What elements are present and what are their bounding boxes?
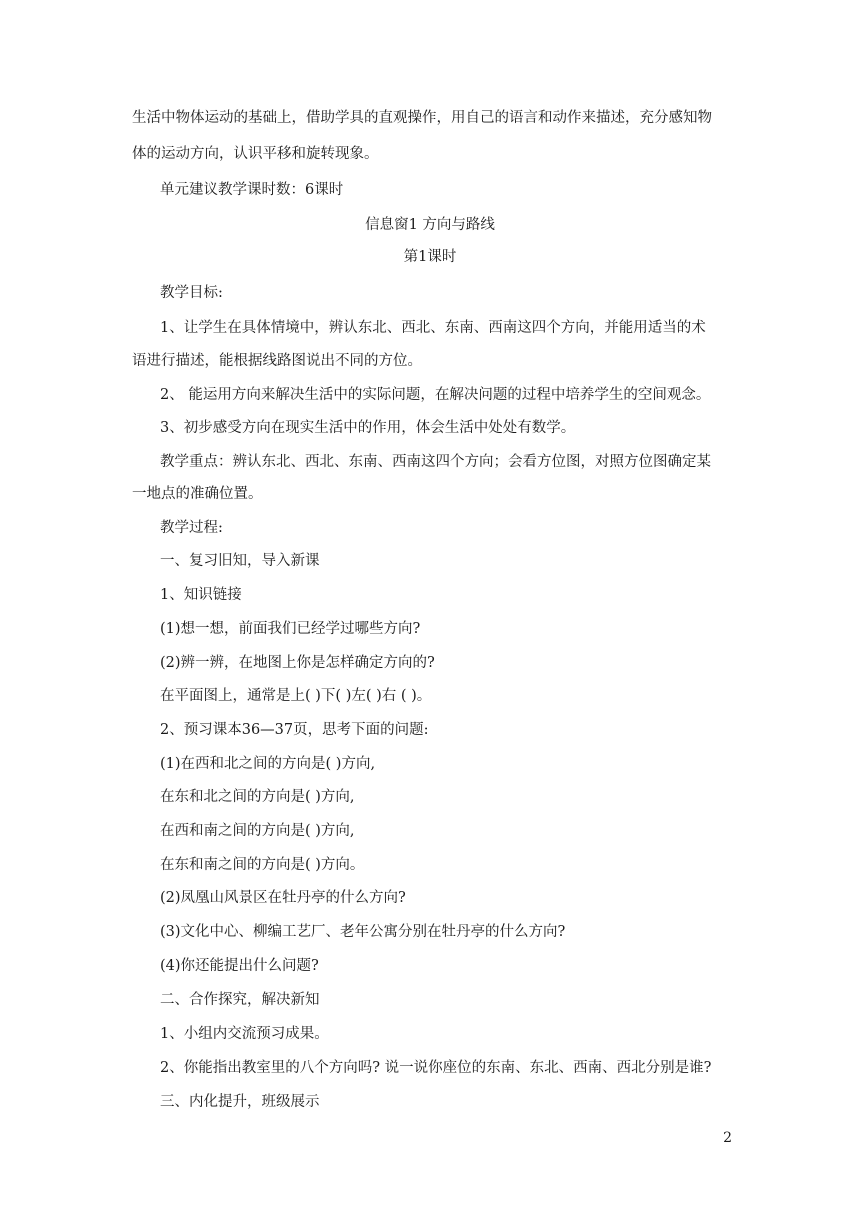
process-line: 1、小组内交流预习成果。: [160, 1026, 329, 1042]
process-line: (1)想一想，前面我们已经学过哪些方向?: [160, 621, 421, 637]
objective-item: 2、 能运用方向来解决生活中的实际问题，在解决问题的过程中培养学生的空间观念。: [160, 387, 711, 403]
process-line: 在平面图上，通常是上( )下( )左( )右 ( )。: [160, 688, 432, 704]
process-line: (1)在西和北之间的方向是( )方向,: [160, 756, 376, 772]
key-points-line: 教学重点：辨认东北、西北、东南、西南这四个方向；会看方位图，对照方位图确定某: [160, 454, 711, 470]
process-line: 三、内化提升，班级展示: [160, 1094, 320, 1110]
paragraph-line: 体的运动方向，认识平移和旋转现象。: [132, 146, 379, 162]
unit-lesson-count: 单元建议教学课时数：6课时: [160, 182, 344, 198]
process-line: (2)凤凰山风景区在牡丹亭的什么方向?: [160, 890, 406, 906]
process-line: 在东和北之间的方向是( )方向,: [160, 789, 355, 805]
lesson-title: 第1课时: [403, 249, 457, 265]
process-line: (2)辨一辨，在地图上你是怎样确定方向的?: [160, 655, 435, 671]
key-points-line: 一地点的准确位置。: [132, 486, 263, 502]
objectives-heading: 教学目标:: [160, 285, 223, 301]
process-line: 在东和南之间的方向是( )方向。: [160, 857, 365, 873]
process-line: 二、合作探究，解决新知: [160, 992, 320, 1008]
objective-item: 1、让学生在具体情境中，辨认东北、西北、东南、西南这四个方向，并能用适当的术: [160, 320, 706, 336]
section-title: 信息窗1 方向与路线: [365, 217, 495, 233]
process-line: 2、预习课本36—37页，思考下面的问题:: [160, 722, 429, 738]
process-line: 在西和南之间的方向是( )方向,: [160, 823, 355, 839]
paragraph-line: 生活中物体运动的基础上，借助学具的直观操作，用自己的语言和动作来描述，充分感知物: [132, 110, 712, 126]
process-line: 一、复习旧知，导入新课: [160, 553, 320, 569]
objective-item: 3、初步感受方向在现实生活中的作用，体会生活中处处有数学。: [160, 420, 576, 436]
page-number: 2: [723, 1130, 732, 1146]
objective-item: 语进行描述，能根据线路图说出不同的方位。: [132, 353, 422, 369]
process-line: (3)文化中心、柳编工艺厂、老年公寓分别在牡丹亭的什么方向?: [160, 924, 566, 940]
process-line: (4)你还能提出什么问题?: [160, 958, 319, 974]
process-line: 2、你能指出教室里的八个方向吗? 说一说你座位的东南、东北、西南、西北分别是谁?: [160, 1060, 712, 1076]
process-line: 1、知识链接: [160, 587, 242, 603]
process-heading: 教学过程:: [160, 520, 223, 536]
